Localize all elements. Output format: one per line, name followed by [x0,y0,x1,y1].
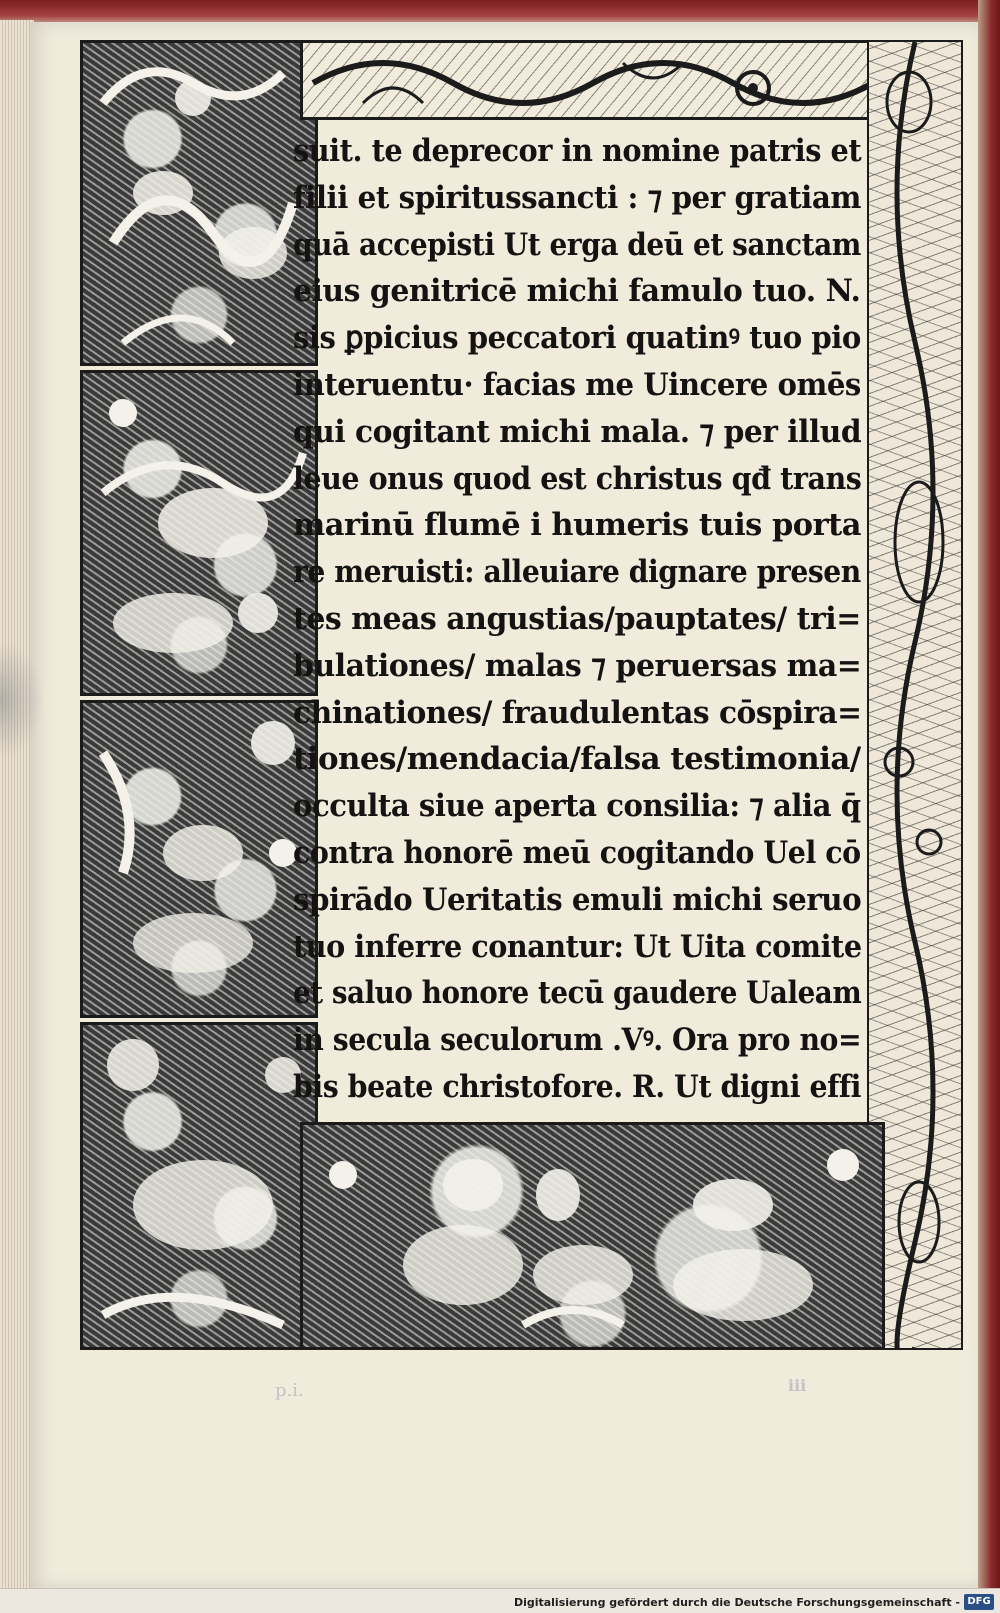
text-line: sis ꝑpicius peccatori quatinꝰ tuo pio [293,320,861,357]
vine-scroll-ornament-icon [303,43,882,117]
woodcut-panel-griffins [80,40,318,366]
text-line: occulta siue aperta consilia: ⁊ alia q̄ [293,788,861,825]
text-line: tes meas angustias/pauptates/ tri= [293,600,861,637]
prayer-text-block [293,128,863,1111]
text-line: leue onus quod est christus qđ trans [293,460,862,497]
text-line: in secula seculorum .Vꝰ. Ora pro no= [293,1022,862,1059]
text-line: re meruisti: alleuiare dignare presen [293,554,861,591]
text-line: bulationes/ malas ⁊ peruersas ma= [293,647,862,684]
text-line: interuentu· facias me Uincere omēs [293,366,861,403]
text-line: filii et spiritussancti : ⁊ per gratiam [293,179,861,216]
scan-clip-shadow [0,640,44,760]
folio-mark-signature: p.i. [275,1380,304,1401]
woodcut-bottom-wildman-mermaid [300,1122,885,1350]
bear-dragon-ornament-icon [83,1025,315,1347]
page-stack-edges [0,20,34,1590]
dragon-lion-ornament-icon [83,373,315,693]
funding-credit: Digitalisierung gefördert durch die Deutsche Forschungsgemeinschaft - [513,1596,960,1609]
text-line: marinū flumē i humeris tuis porta [293,507,862,544]
text-line: tiones/mendacia/falsa testimonia/ [293,741,861,778]
text-line: suit. te deprecor in nomine patris et [293,133,862,169]
folio-mark-number: iii [788,1376,807,1395]
text-line: eius genitricē michi famulo tuo. N. [293,273,861,310]
text-line: contra honorē meū cogitando Uel cō [293,834,861,871]
woodcut-panel-dragon-flowers [80,700,318,1018]
text-line: spirādo Ueritatis emuli michi seruo [293,881,862,918]
binding-right-edge [978,0,1000,1590]
digitization-footer [0,1588,1000,1613]
dfg-logo: DFG [964,1594,994,1610]
text-line: et saluo honore tecū gaudere Ualeam [293,975,862,1012]
text-line: chinationes/ fraudulentas cōspira= [293,694,862,731]
text-line: qui cogitant michi mala. ⁊ per illud [293,413,862,450]
book-page [30,22,978,1588]
text-line: bis beate christofore. R. Ut digni effi [293,1068,861,1105]
woodcut-panel-bear-dragon [80,1022,318,1350]
text-line: tuo inferre conantur: Ut Uita comite [293,928,862,965]
wildman-mermaid-ornament-icon [303,1125,882,1347]
dragon-flower-ornament-icon [83,703,315,1015]
griffin-ornament-icon [83,43,315,363]
text-line: quā accepisti Ut erga deū et sanctam [293,226,861,263]
woodcut-top-vine-band [300,40,885,120]
woodcut-panel-dragon-lion [80,370,318,696]
